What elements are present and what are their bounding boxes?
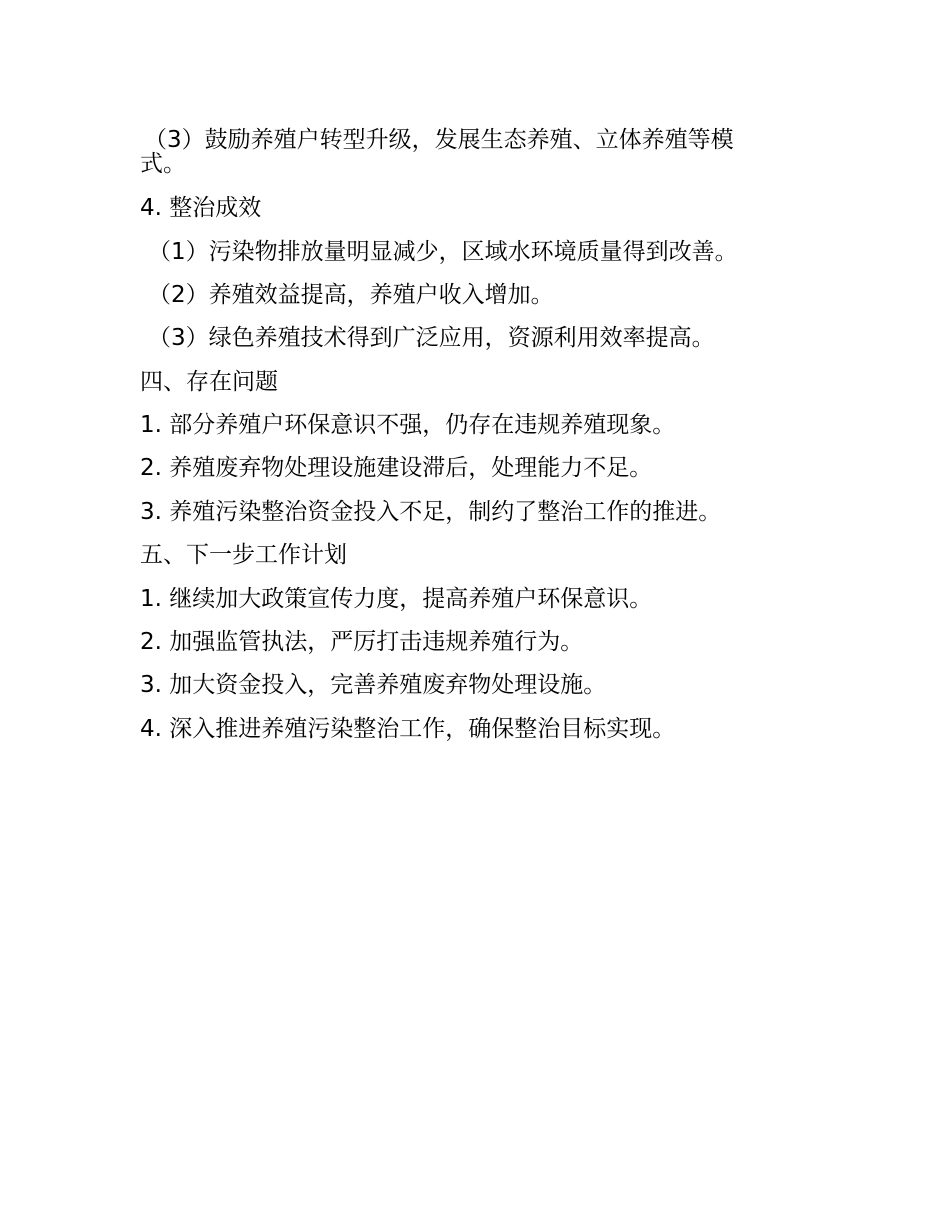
- plan-item-3: 3. 加大资金投入，完善养殖废弃物处理设施。: [140, 672, 607, 698]
- paragraph-line: 式。: [140, 151, 186, 177]
- effect-item-2: （2）养殖效益提高，养殖户收入增加。: [148, 282, 554, 308]
- plan-item-2: 2. 加强监管执法，严厉打击违规养殖行为。: [140, 629, 584, 655]
- paragraph-measure-3: [140, 128, 800, 176]
- problem-item-3: 3. 养殖污染整治资金投入不足，制约了整治工作的推进。: [140, 499, 722, 525]
- problem-item-1: 1. 部分养殖户环保意识不强，仍存在违规养殖现象。: [140, 412, 676, 438]
- plan-item-4: 4. 深入推进养殖污染整治工作，确保整治目标实现。: [140, 716, 676, 742]
- effect-item-1: （1）污染物排放量明显减少，区域水环境质量得到改善。: [148, 239, 738, 265]
- section-heading-effects: 4. 整治成效: [140, 195, 262, 221]
- effect-item-3: （3）绿色养殖技术得到广泛应用，资源利用效率提高。: [148, 325, 715, 351]
- plan-item-1: 1. 继续加大政策宣传力度，提高养殖户环保意识。: [140, 586, 653, 612]
- section-heading-problems: 四、存在问题: [140, 369, 278, 395]
- paragraph-line: （3）鼓励养殖户转型升级，发展生态养殖、立体养殖等模: [144, 127, 734, 153]
- section-heading-next-plan: 五、下一步工作计划: [140, 542, 347, 568]
- problem-item-2: 2. 养殖废弃物处理设施建设滞后，处理能力不足。: [140, 455, 653, 481]
